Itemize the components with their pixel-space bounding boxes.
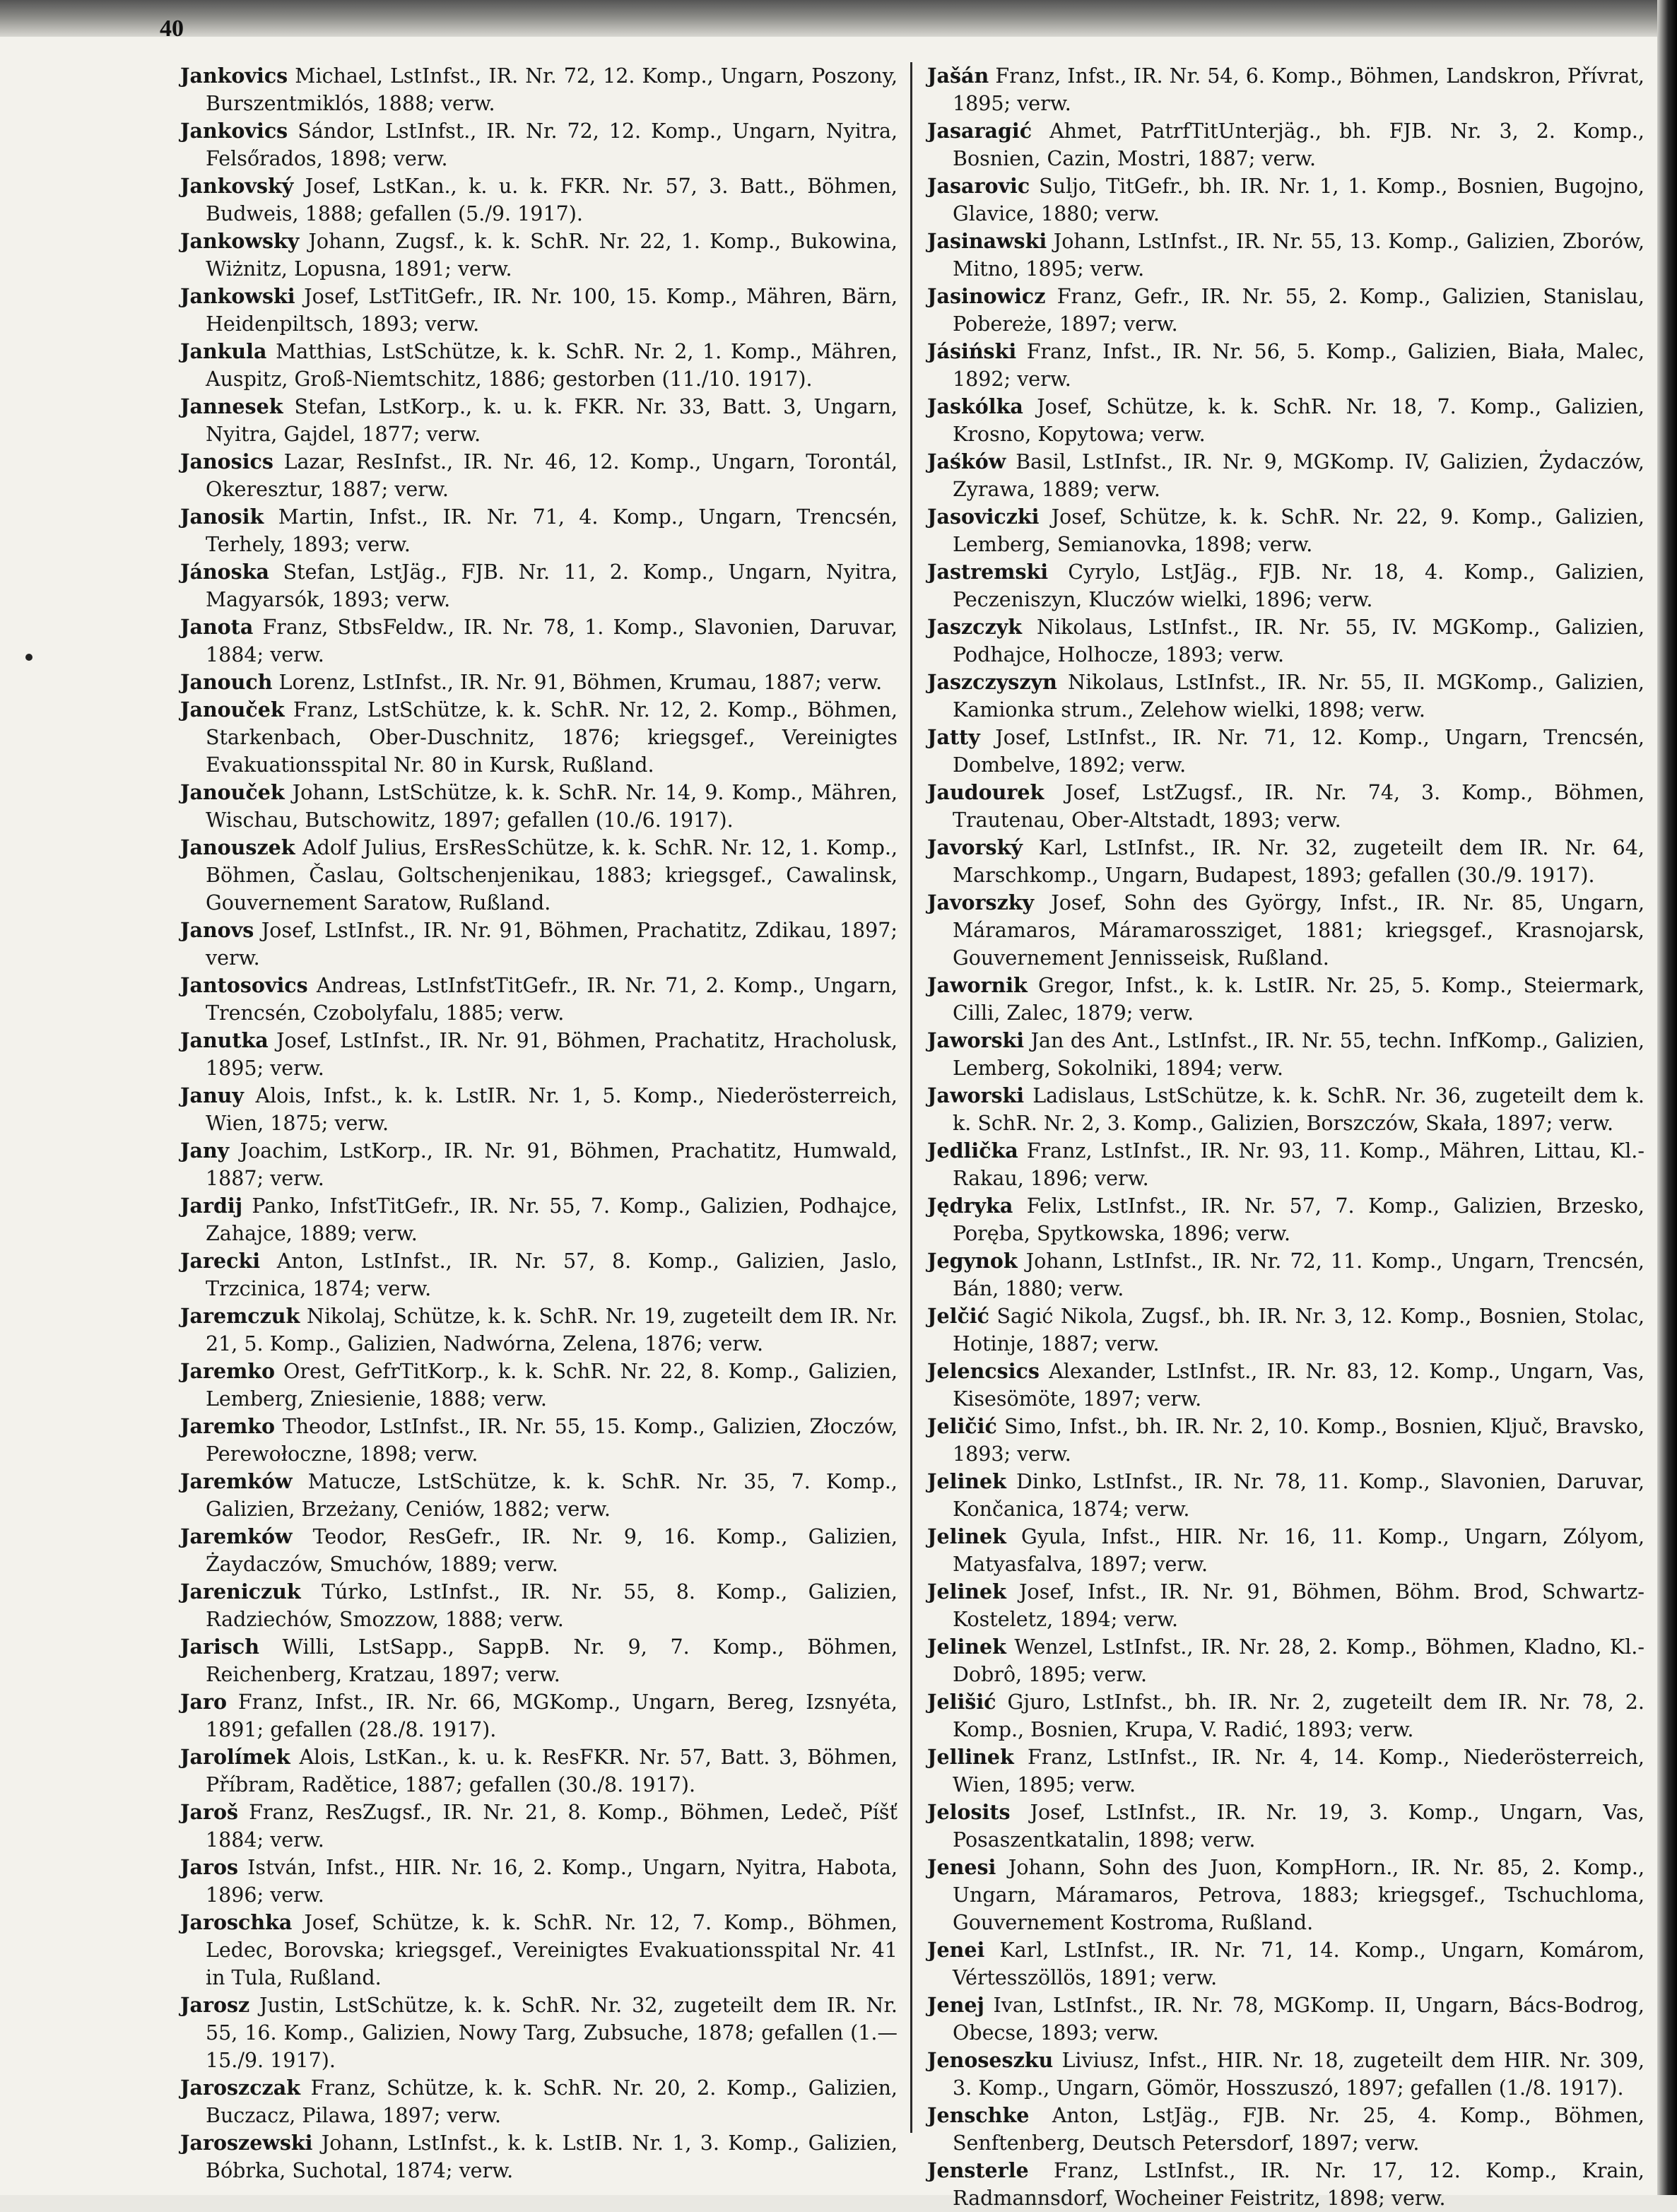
register-entry [927, 834, 1644, 889]
entry-details: Franz, Schütze, k. k. SchR. Nr. 20, 2. Komp., Galizien, Buczacz, Pilawa, 1897; verw. [206, 2076, 898, 2127]
entry-surname: Jany [180, 1139, 230, 1163]
register-entry [927, 1633, 1644, 1688]
entry-surname: Jarosz [180, 1993, 250, 2017]
entry-surname: Jastremski [927, 560, 1049, 584]
register-entry [180, 917, 898, 972]
entry-details: Panko, InfstTitGefr., IR. Nr. 55, 7. Komp., Galizien, Podhajce, Zahajce, 1889; verw. [206, 1194, 898, 1245]
entry-surname: Jelišić [927, 1690, 996, 1714]
entry-details: Jan des Ant., LstInfst., IR. Nr. 55, techn. InfKomp., Galizien, Lemberg, Sokolniki, 1894; verw. [953, 1029, 1644, 1080]
entry-surname: Jankovics [180, 64, 288, 88]
entry-details: Franz, LstInfst., IR. Nr. 17, 12. Komp., Krain, Radmannsdorf, Wocheiner Feistritz, 1898; verw. [953, 2159, 1644, 2210]
entry-details: Josef, Sohn des György, Infst., IR. Nr. 85, Ungarn, Máramaros, Máramarossziget, 1881; kriegsgef., Krasnojarsk, Gouvernement Jennisseisk, Rußland. [953, 891, 1645, 970]
entry-surname: Jaszczyszyn [927, 670, 1057, 694]
entry-surname: Jegynok [927, 1249, 1018, 1273]
column-divider [910, 62, 912, 2133]
register-entry [927, 1936, 1644, 1992]
register-entry [180, 779, 898, 834]
entry-details: Matthias, LstSchütze, k. k. SchR. Nr. 2, 1. Komp., Mähren, Auspitz, Groß-Niemtschitz, 1886; gestorben (11./10. 1917). [206, 340, 898, 391]
entry-surname: Jánoska [180, 560, 269, 584]
entry-details: Joachim, LstKorp., IR. Nr. 91, Böhmen, Prachatitz, Humwald, 1887; verw. [206, 1139, 898, 1190]
entry-details: Josef, Schütze, k. k. SchR. Nr. 18, 7. Komp., Galizien, Krosno, Kopytowa; verw. [953, 395, 1644, 446]
entry-surname: Jenesi [927, 1855, 996, 1879]
register-entry [180, 669, 898, 696]
entry-details: Martin, Infst., IR. Nr. 71, 4. Komp., Ungarn, Trencsén, Terhely, 1893; verw. [206, 505, 898, 556]
register-entry [180, 503, 898, 558]
entry-surname: Jasarovic [927, 174, 1030, 198]
register-entry [927, 1192, 1644, 1247]
entry-details: Ahmet, PatrfTitUnterjäg., bh. FJB. Nr. 3, 2. Komp., Bosnien, Cazin, Mostri, 1887; verw. [953, 119, 1644, 170]
entry-surname: Jaremko [180, 1359, 276, 1383]
entry-details: Lazar, ResInfst., IR. Nr. 46, 12. Komp., Ungarn, Torontál, Okeresztur, 1887; verw. [206, 450, 898, 501]
entry-details: Nikolaj, Schütze, k. k. SchR. Nr. 19, zugeteilt dem IR. Nr. 21, 5. Komp., Galizien, Nadwórna, Zelena, 1876; verw. [206, 1305, 898, 1355]
register-entry [927, 1799, 1644, 1854]
entry-surname: Janutka [180, 1028, 269, 1052]
entry-details: Franz, Infst., IR. Nr. 66, MGKomp., Ungarn, Bereg, Izsnyéta, 1891; gefallen (28./8. 1917). [206, 1690, 898, 1741]
entry-details: Josef, LstKan., k. u. k. FKR. Nr. 57, 3. Batt., Böhmen, Budweis, 1888; gefallen (5./9. 1917). [206, 175, 898, 225]
register-entry [927, 283, 1644, 338]
entry-details: Franz, LstInfst., IR. Nr. 4, 14. Komp., Niederösterreich, Wien, 1895; verw. [953, 1746, 1644, 1796]
entry-surname: Jankowski [180, 284, 295, 308]
entry-details: Liviusz, Infst., HIR. Nr. 18, zugeteilt dem HIR. Nr. 309, 3. Komp., Ungarn, Gömör, Hosszuszó, 1897; gefallen (1./8. 1917). [953, 2049, 1645, 2100]
entry-surname: Jaroš [180, 1800, 239, 1824]
register-entry [927, 972, 1644, 1027]
register-entry [180, 1468, 898, 1523]
entry-surname: Jelinek [927, 1524, 1006, 1548]
register-entry [180, 1854, 898, 1909]
entry-surname: Janouček [180, 698, 285, 722]
entry-surname: Jedlička [927, 1139, 1018, 1163]
register-entry [180, 338, 898, 393]
entry-details: Johann, Zugsf., k. k. SchR. Nr. 22, 1. Komp., Bukowina, Wiżnitz, Lopusna, 1891; verw. [206, 230, 898, 281]
register-entry [180, 834, 898, 917]
entry-details: Josef, Schütze, k. k. SchR. Nr. 22, 9. Komp., Galizien, Lemberg, Semianovka, 1898; verw. [953, 505, 1644, 556]
entry-details: Johann, LstInfst., k. k. LstIB. Nr. 1, 3. Komp., Galizien, Bóbrka, Suchotal, 1874; verw. [206, 2131, 898, 2182]
entry-details: Alois, LstKan., k. u. k. ResFKR. Nr. 57, Batt. 3, Böhmen, Příbram, Radětice, 1887; gefallen (30./8. 1917). [206, 1746, 898, 1796]
entry-details: Dinko, LstInfst., IR. Nr. 78, 11. Komp., Slavonien, Daruvar, Končanica, 1874; verw. [953, 1470, 1644, 1521]
entry-details: Anton, LstInfst., IR. Nr. 57, 8. Komp., Galizien, Jaslo, Trzcinica, 1874; verw. [206, 1249, 898, 1300]
entry-surname: Jawornik [927, 973, 1028, 997]
entry-surname: Jantosovics [180, 973, 308, 997]
register-entry [927, 613, 1644, 669]
register-entry [927, 1688, 1644, 1743]
entry-details: Karl, LstInfst., IR. Nr. 71, 14. Komp., Ungarn, Komárom, Vértesszöllös, 1891; verw. [953, 1939, 1645, 1989]
register-entry [927, 1743, 1644, 1799]
entry-details: Johann, Sohn des Juon, KompHorn., IR. Nr. 85, 2. Komp., Ungarn, Máramaros, Petrova, 1883; kriegsgef., Tschuchloma, Gouvernement Kostroma, Rußland. [953, 1856, 1644, 1934]
register-entry [180, 1302, 898, 1358]
entry-surname: Jelosits [927, 1800, 1011, 1824]
entry-details: Túrko, LstInfst., IR. Nr. 55, 8. Komp., Galizien, Radziechów, Smozzow, 1888; verw. [206, 1580, 898, 1631]
entry-surname: Januy [180, 1083, 244, 1107]
register-entry [927, 448, 1644, 503]
page-top-edge-shadow [0, 0, 1677, 37]
register-entry [927, 1082, 1644, 1137]
entry-surname: Jaroszewski [180, 2131, 313, 2155]
register-entry [180, 117, 898, 172]
register-entry [927, 228, 1644, 283]
entry-surname: Janota [180, 615, 254, 639]
entry-details: Justin, LstSchütze, k. k. SchR. Nr. 32, zugeteilt dem IR. Nr. 55, 16. Komp., Galizien, Nowy Targ, Zubsuche, 1878; gefallen (1.—15./9. 1917). [206, 1994, 898, 2072]
entry-details: Lorenz, LstInfst., IR. Nr. 91, Böhmen, Krumau, 1887; verw. [278, 671, 883, 694]
entry-surname: Jaremków [180, 1469, 293, 1493]
entry-details: Ivan, LstInfst., IR. Nr. 78, MGKomp. II, Ungarn, Bács-Bodrog, Obecse, 1893; verw. [953, 1994, 1644, 2045]
entry-surname: Jaremko [180, 1414, 276, 1438]
entry-surname: Jellinek [927, 1745, 1014, 1769]
entry-surname: Jarolímek [180, 1745, 290, 1769]
entry-surname: Jankovics [180, 119, 288, 143]
entry-surname: Jaworski [927, 1083, 1025, 1107]
entry-surname: Jensterle [927, 2158, 1029, 2182]
entry-details: Cyrylo, LstJäg., FJB. Nr. 18, 4. Komp., Galizien, Peczeniszyn, Kluczów wielki, 1896; verw. [953, 560, 1644, 611]
register-entry [180, 393, 898, 448]
register-entry [927, 393, 1644, 448]
right-column [927, 62, 1645, 2210]
entry-details: Stefan, LstJäg., FJB. Nr. 11, 2. Komp., Ungarn, Nyitra, Magyarsók, 1893; verw. [206, 560, 898, 611]
entry-details: Josef, LstInfst., IR. Nr. 71, 12. Komp., Ungarn, Trencsén, Dombelve, 1892; verw. [953, 726, 1644, 777]
entry-details: Sagić Nikola, Zugsf., bh. IR. Nr. 3, 12. Komp., Bosnien, Stolac, Hotinje, 1887; verw. [953, 1305, 1644, 1355]
register-entry [180, 1358, 898, 1413]
margin-mark [25, 654, 33, 661]
register-entry [180, 2129, 898, 2184]
register-entry [180, 1082, 898, 1137]
entry-details: Gjuro, LstInfst., bh. IR. Nr. 2, zugeteilt dem IR. Nr. 78, 2. Komp., Bosnien, Krupa, V. Radić, 1893; verw. [953, 1690, 1644, 1741]
register-entry [927, 1358, 1644, 1413]
entry-surname: Javorszky [927, 890, 1035, 914]
entry-details: Basil, LstInfst., IR. Nr. 9, MGKomp. IV, Galizien, Żydaczów, Zyrawa, 1889; verw. [953, 450, 1644, 501]
entry-surname: Jeličić [927, 1414, 997, 1438]
entry-details: Nikolaus, LstInfst., IR. Nr. 55, IV. MGKomp., Galizien, Podhajce, Holhocze, 1893; verw. [953, 616, 1644, 666]
register-entry [927, 889, 1644, 972]
entry-surname: Jasinowicz [927, 284, 1046, 308]
entry-surname: Jankovský [180, 174, 294, 198]
register-entry [180, 1992, 898, 2074]
register-entry [927, 62, 1644, 117]
register-entry [927, 1468, 1644, 1523]
register-entry [927, 172, 1644, 228]
register-entry [927, 724, 1644, 779]
entry-surname: Jaroschka [180, 1910, 293, 1934]
entry-details: Orest, GefrTitKorp., k. k. SchR. Nr. 22, 8. Komp., Galizien, Lemberg, Zniesienie, 1888; verw. [206, 1360, 898, 1411]
entry-details: Adolf Julius, ErsResSchütze, k. k. SchR. Nr. 12, 1. Komp., Böhmen, Časlau, Goltschenjenikau, 1883; kriegsgef., Cawalinsk, Gouvernement Saratow, Rußland. [206, 836, 898, 914]
entry-surname: Jelinek [927, 1635, 1006, 1659]
entry-details: Sándor, LstInfst., IR. Nr. 72, 12. Komp., Ungarn, Nyitra, Felsőrados, 1898; verw. [206, 119, 898, 170]
entry-details: Johann, LstSchütze, k. k. SchR. Nr. 14, 9. Komp., Mähren, Wischau, Butschowitz, 1897; gefallen (10./6. 1917). [206, 781, 898, 832]
entry-surname: Jašán [927, 64, 989, 88]
entry-details: Theodor, LstInfst., IR. Nr. 55, 15. Komp., Galizien, Złoczów, Perewołoczne, 1898; verw. [206, 1415, 898, 1466]
entry-details: Josef, Infst., IR. Nr. 91, Böhmen, Böhm. Brod, Schwartz-Kosteletz, 1894; verw. [953, 1580, 1644, 1631]
entry-surname: Janouch [180, 670, 273, 694]
entry-surname: Jásiński [927, 339, 1017, 363]
entry-details: Michael, LstInfst., IR. Nr. 72, 12. Komp., Ungarn, Poszony, Burszentmiklós, 1888; verw. [206, 64, 898, 115]
register-entry [180, 1633, 898, 1688]
register-entry [180, 972, 898, 1027]
entry-details: Josef, LstTitGefr., IR. Nr. 100, 15. Komp., Mähren, Bärn, Heidenpiltsch, 1893; verw. [206, 285, 898, 336]
entry-details: Franz, Infst., IR. Nr. 56, 5. Komp., Galizien, Biała, Malec, 1892; verw. [953, 340, 1645, 391]
register-entry [180, 172, 898, 228]
entry-surname: Jaworski [927, 1028, 1025, 1052]
entry-surname: Jatty [927, 725, 980, 749]
entry-details: Josef, LstInfst., IR. Nr. 91, Böhmen, Prachatitz, Hracholusk, 1895; verw. [206, 1029, 898, 1080]
entry-details: Anton, LstJäg., FJB. Nr. 25, 4. Komp., Böhmen, Senftenberg, Deutsch Petersdorf, 1897; verw. [953, 2104, 1644, 2155]
register-entry [180, 1523, 898, 1578]
entry-details: Franz, Infst., IR. Nr. 54, 6. Komp., Böhmen, Landskron, Přívrat, 1895; verw. [953, 64, 1644, 115]
entry-details: Josef, LstInfst., IR. Nr. 91, Böhmen, Prachatitz, Zdikau, 1897; verw. [206, 919, 898, 970]
entry-surname: Janosik [180, 505, 264, 529]
entry-surname: Jarisch [180, 1635, 259, 1659]
entry-details: Ladislaus, LstSchütze, k. k. SchR. Nr. 36, zugeteilt dem k. k. SchR. Nr. 2, 3. Komp., Galizien, Borszczów, Skała, 1897; verw. [953, 1084, 1644, 1135]
register-entry [927, 2047, 1644, 2102]
entry-details: Johann, LstInfst., IR. Nr. 55, 13. Komp., Galizien, Zborów, Mitno, 1895; verw. [953, 230, 1644, 281]
register-entry [180, 62, 898, 117]
entry-surname: Jelčić [927, 1304, 989, 1328]
register-entry [927, 1302, 1644, 1358]
entry-surname: Jaudourek [927, 780, 1045, 804]
register-entry [180, 283, 898, 338]
entry-surname: Jędryka [927, 1194, 1013, 1218]
entry-surname: Janovs [180, 918, 254, 942]
entry-surname: Janouček [180, 780, 285, 804]
entry-surname: Jaremczuk [180, 1304, 300, 1328]
register-entry [927, 1523, 1644, 1578]
entry-surname: Jardij [180, 1194, 243, 1218]
entry-details: Andreas, LstInfstTitGefr., IR. Nr. 71, 2. Komp., Ungarn, Trencsén, Czobolyfalu, 1885; verw. [206, 974, 898, 1025]
entry-details: Felix, LstInfst., IR. Nr. 57, 7. Komp., Galizien, Brzesko, Poręba, Spytkowska, 1896; verw. [953, 1194, 1644, 1245]
register-entry [927, 1137, 1644, 1192]
register-entry [927, 2102, 1644, 2157]
entry-details: Josef, LstZugsf., IR. Nr. 74, 3. Komp., Böhmen, Trautenau, Ober-Altstadt, 1893; verw. [953, 781, 1644, 832]
entry-details: Johann, LstInfst., IR. Nr. 72, 11. Komp., Ungarn, Trencsén, Bán, 1880; verw. [953, 1249, 1644, 1300]
register-entry [180, 1688, 898, 1743]
register-entry [180, 1027, 898, 1082]
register-entry [927, 503, 1644, 558]
register-entry [180, 613, 898, 669]
register-entry [180, 1192, 898, 1247]
entry-details: Willi, LstSapp., SappB. Nr. 9, 7. Komp., Böhmen, Reichenberg, Kratzau, 1897; verw. [206, 1635, 898, 1686]
register-entry [927, 117, 1644, 172]
register-entry [180, 1413, 898, 1468]
entry-details: Franz, LstInfst., IR. Nr. 93, 11. Komp., Mähren, Littau, Kl.-Rakau, 1896; verw. [953, 1139, 1644, 1190]
page-number: 40 [160, 16, 184, 42]
entry-details: Josef, LstInfst., IR. Nr. 19, 3. Komp., Ungarn, Vas, Posaszentkatalin, 1898; verw. [953, 1801, 1644, 1852]
register-entry [927, 1578, 1644, 1633]
register-entry [180, 2074, 898, 2129]
register-entry [927, 1413, 1644, 1468]
entry-details: Franz, LstSchütze, k. k. SchR. Nr. 12, 2. Komp., Böhmen, Starkenbach, Ober-Duschnitz, 1876; kriegsgef., Vereinigtes Evakuationsspital Nr. 80 in Kursk, Rußland. [206, 698, 898, 777]
register-entry [180, 1743, 898, 1799]
entry-details: Suljo, TitGefr., bh. IR. Nr. 1, 1. Komp., Bosnien, Bugojno, Glavice, 1880; verw. [953, 175, 1644, 225]
register-entry [180, 558, 898, 613]
entry-surname: Jelinek [927, 1579, 1006, 1604]
register-entry [927, 1247, 1644, 1302]
entry-surname: Jelinek [927, 1469, 1006, 1493]
entry-details: Teodor, ResGefr., IR. Nr. 9, 16. Komp., Galizien, Żaydaczów, Smuchów, 1889; verw. [206, 1525, 898, 1576]
entry-surname: Jarecki [180, 1249, 261, 1273]
entry-details: Matucze, LstSchütze, k. k. SchR. Nr. 35, 7. Komp., Galizien, Brzeżany, Ceniów, 1882; verw. [206, 1470, 898, 1521]
entry-surname: Jasaragić [927, 119, 1032, 143]
entry-details: István, Infst., HIR. Nr. 16, 2. Komp., Ungarn, Nyitra, Habota, 1896; verw. [206, 1856, 898, 1907]
entry-details: Simo, Infst., bh. IR. Nr. 2, 10. Komp., Bosnien, Ključ, Bravsko, 1893; verw. [953, 1415, 1645, 1466]
register-entry [927, 779, 1644, 834]
entry-surname: Jenei [927, 1938, 985, 1962]
entry-surname: Jankowsky [180, 229, 300, 253]
entry-surname: Jelencsics [927, 1359, 1040, 1383]
register-entry [927, 2157, 1644, 2212]
entry-details: Alexander, LstInfst., IR. Nr. 83, 12. Komp., Ungarn, Vas, Kisesömöte, 1897; verw. [953, 1360, 1644, 1411]
entry-surname: Jaskólka [927, 394, 1023, 418]
page-right-edge-shadow [1657, 0, 1677, 2195]
entry-details: Franz, Gefr., IR. Nr. 55, 2. Komp., Galizien, Stanislau, Pobereże, 1897; verw. [953, 285, 1644, 336]
entry-details: Karl, LstInfst., IR. Nr. 32, zugeteilt dem IR. Nr. 64, Marschkomp., Ungarn, Budapest, 1893; gefallen (30./9. 1917). [953, 836, 1644, 887]
entry-details: Franz, StbsFeldw., IR. Nr. 78, 1. Komp., Slavonien, Daruvar, 1884; verw. [206, 616, 898, 666]
register-entry [180, 228, 898, 283]
register-entry [927, 669, 1644, 724]
entry-surname: Javorský [927, 835, 1023, 859]
entry-details: Nikolaus, LstInfst., IR. Nr. 55, II. MGKomp., Galizien, Kamionka strum., Zelehow wielki, 1898; verw. [953, 671, 1644, 722]
entry-surname: Jaroszczak [180, 2076, 300, 2100]
entry-surname: Jareniczuk [180, 1579, 301, 1604]
register-entry [180, 696, 898, 779]
entry-surname: Jaros [180, 1855, 239, 1879]
entry-surname: Jaszczyk [927, 615, 1023, 639]
register-entry [927, 558, 1644, 613]
register-entry [180, 1578, 898, 1633]
entry-surname: Jasinawski [927, 229, 1047, 253]
entry-surname: Jaśków [927, 449, 1006, 473]
entry-details: Alois, Infst., k. k. LstIR. Nr. 1, 5. Komp., Niederösterreich, Wien, 1875; verw. [206, 1084, 898, 1135]
entry-surname: Janosics [180, 449, 273, 473]
entry-surname: Jenej [927, 1993, 984, 2017]
register-entry [927, 1027, 1644, 1082]
entry-details: Wenzel, LstInfst., IR. Nr. 28, 2. Komp., Böhmen, Kladno, Kl.-Dobrô, 1895; verw. [953, 1635, 1645, 1686]
register-entry [927, 1854, 1644, 1936]
register-entry [180, 1909, 898, 1992]
entry-details: Stefan, LstKorp., k. u. k. FKR. Nr. 33, Batt. 3, Ungarn, Nyitra, Gajdel, 1877; verw. [206, 395, 898, 446]
entry-surname: Jasoviczki [927, 505, 1040, 529]
entry-surname: Jaremków [180, 1524, 293, 1548]
register-entry [180, 1137, 898, 1192]
entry-surname: Jenschke [927, 2103, 1030, 2127]
entry-details: Josef, Schütze, k. k. SchR. Nr. 12, 7. Komp., Böhmen, Ledec, Borovska; kriegsgef., Vereinigtes Evakuationsspital Nr. 41 in Tula, Rußland. [206, 1911, 898, 1989]
register-entry [927, 338, 1644, 393]
entry-surname: Jenoseszku [927, 2048, 1054, 2072]
register-entry [180, 1247, 898, 1302]
entry-surname: Jankula [180, 339, 267, 363]
left-column [180, 62, 898, 2182]
entry-surname: Jannesek [180, 394, 283, 418]
register-entry [180, 1799, 898, 1854]
entry-details: Gregor, Infst., k. k. LstIR. Nr. 25, 5. Komp., Steiermark, Cilli, Zalec, 1879; verw. [953, 974, 1644, 1025]
register-entry [927, 1992, 1644, 2047]
register-entry [180, 448, 898, 503]
entry-surname: Janouszek [180, 835, 295, 859]
entry-details: Gyula, Infst., HIR. Nr. 16, 11. Komp., Ungarn, Zólyom, Matyasfalva, 1897; verw. [953, 1525, 1644, 1576]
entry-details: Franz, ResZugsf., IR. Nr. 21, 8. Komp., Böhmen, Ledeč, Píšť 1884; verw. [206, 1801, 898, 1852]
entry-surname: Jaro [180, 1690, 227, 1714]
